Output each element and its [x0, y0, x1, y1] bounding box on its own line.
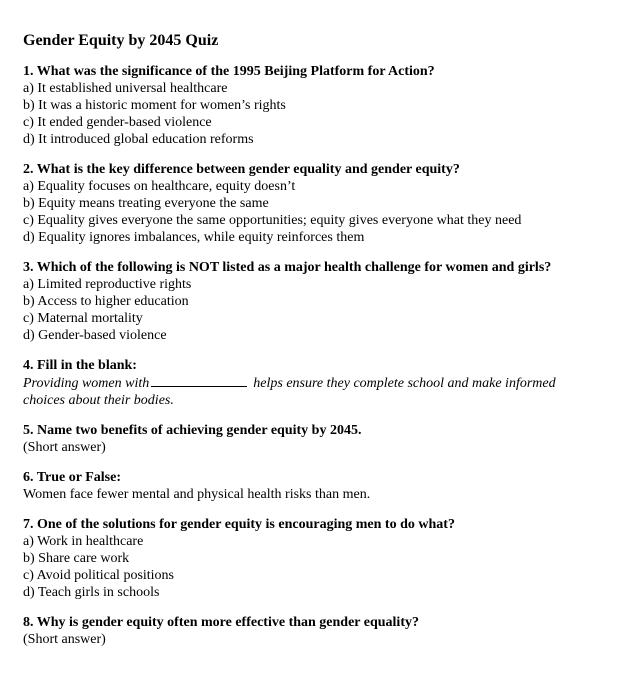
question-5	[23, 422, 608, 456]
quiz-document	[23, 30, 608, 661]
answer-option: a) Limited reproductive rights	[23, 277, 192, 292]
question-6	[23, 469, 608, 503]
question-heading: 7. One of the solutions for gender equity is encouraging men to do what?	[23, 517, 455, 532]
answer-option: c) It ended gender-based violence	[23, 115, 212, 130]
question-heading: 4. Fill in the blank:	[23, 358, 137, 373]
answer-option: a) Equality focuses on healthcare, equity doesn’t	[23, 179, 296, 194]
answer-option: b) Access to higher education	[23, 294, 189, 309]
sentence-start: Providing women with	[23, 376, 150, 391]
question-heading: 1. What was the significance of the 1995 Beijing Platform for Action?	[23, 64, 435, 79]
answer-option: d) Equality ignores imbalances, while equity reinforces them	[23, 230, 365, 245]
answer-option: c) Avoid political positions	[23, 568, 175, 583]
answer-blank	[151, 374, 247, 387]
answer-option: b) Equity means treating everyone the same	[23, 196, 269, 211]
answer-note: (Short answer)	[23, 632, 106, 647]
answer-note: (Short answer)	[23, 440, 106, 455]
answer-option: d) It introduced global education reforms	[23, 132, 254, 147]
question-heading: 8. Why is gender equity often more effective than gender equality?	[23, 615, 419, 630]
fill-in-sentence	[23, 374, 608, 392]
document-title: Gender Equity by 2045 Quiz	[23, 32, 219, 49]
answer-option: a) Work in healthcare	[23, 534, 144, 549]
question-4	[23, 357, 608, 409]
sentence-end: choices about their bodies.	[23, 393, 174, 408]
question-1	[23, 63, 608, 148]
question-8	[23, 614, 608, 648]
answer-option: d) Gender-based violence	[23, 328, 167, 343]
question-7	[23, 516, 608, 601]
question-2	[23, 161, 608, 246]
answer-option: b) Share care work	[23, 551, 130, 566]
answer-option: c) Equality gives everyone the same opportunities; equity gives everyone what they need	[23, 213, 522, 228]
answer-option: b) It was a historic moment for women’s rights	[23, 98, 286, 113]
answer-option: a) It established universal healthcare	[23, 81, 228, 96]
question-3	[23, 259, 608, 344]
question-heading: 6. True or False:	[23, 470, 121, 485]
question-heading: 5. Name two benefits of achieving gender equity by 2045.	[23, 423, 362, 438]
sentence-middle: helps ensure they complete school and make informed	[253, 376, 556, 391]
question-heading: 2. What is the key difference between gender equality and gender equity?	[23, 162, 460, 177]
answer-option: c) Maternal mortality	[23, 311, 143, 326]
question-heading: 3. Which of the following is NOT listed as a major health challenge for women and girls?	[23, 260, 552, 275]
true-false-statement: Women face fewer mental and physical health risks than men.	[23, 487, 371, 502]
answer-option: d) Teach girls in schools	[23, 585, 160, 600]
